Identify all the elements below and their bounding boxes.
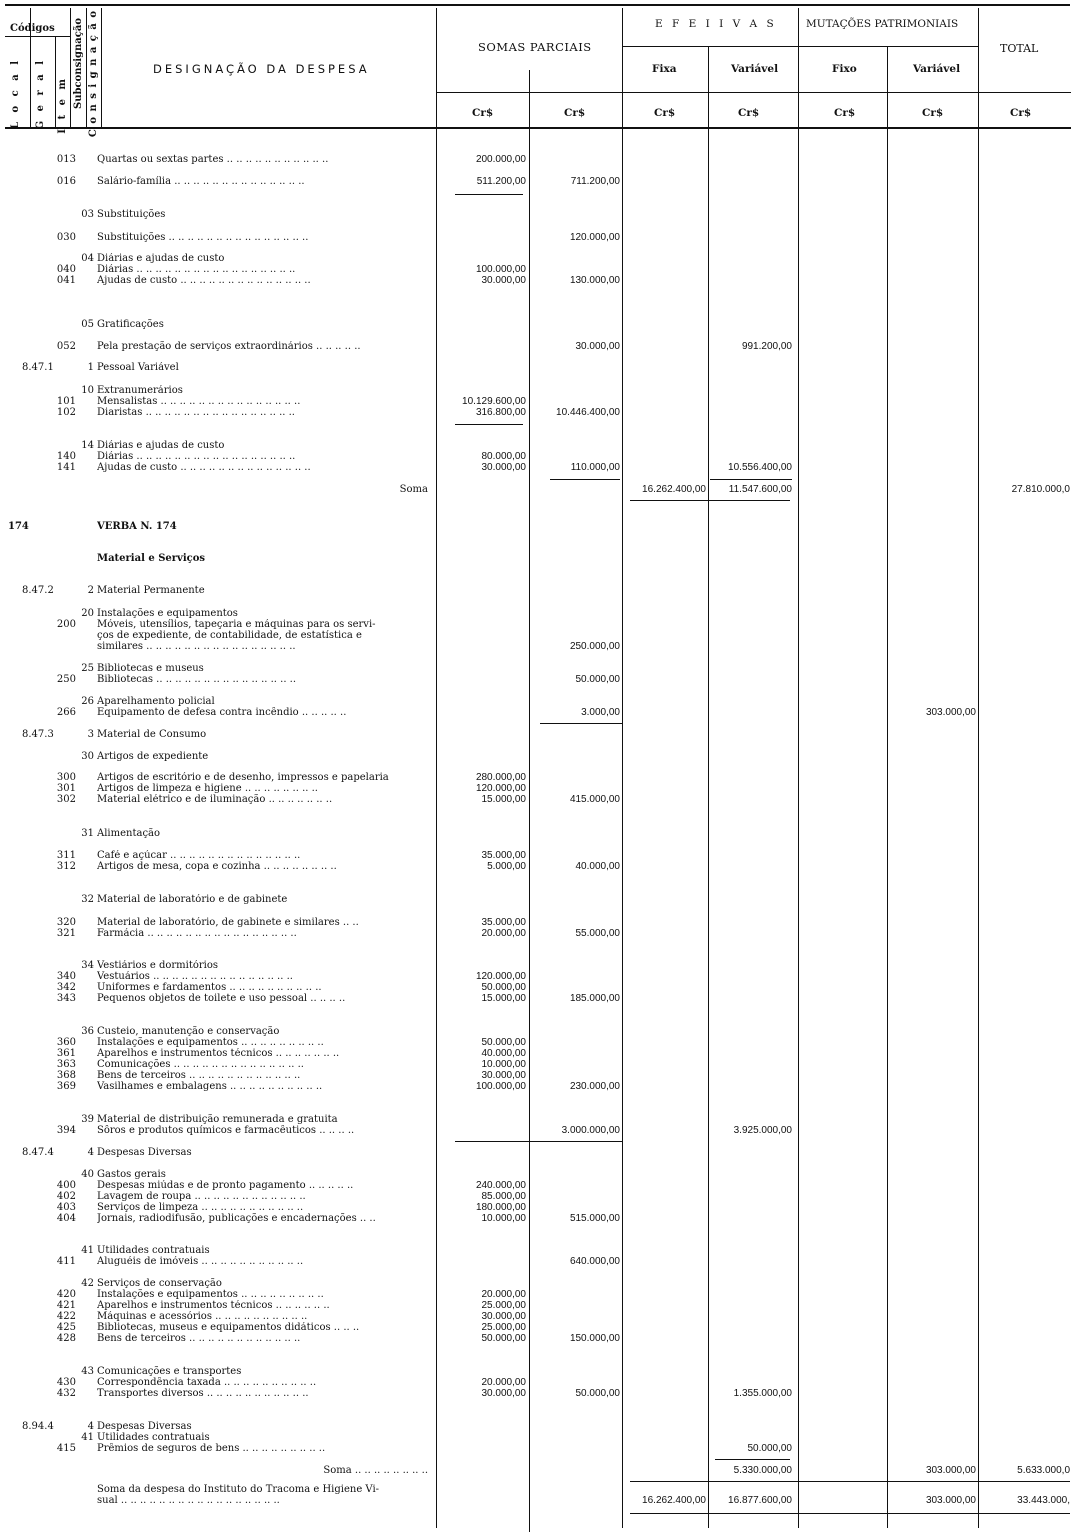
col-line-geral bbox=[55, 36, 56, 127]
local-code: 8.47.4 bbox=[22, 1147, 54, 1158]
item-code: 05 bbox=[81, 319, 94, 330]
expense-description: Artigos de escritório e de desenho, impressos e papelaria bbox=[97, 772, 389, 783]
expense-description: Diárias e ajudas de custo bbox=[97, 253, 225, 264]
expense-description: Utilidades contratuais bbox=[97, 1245, 210, 1256]
amount-s1: 316.800,00 bbox=[475, 407, 526, 418]
amount-tot: 33.443.000, bbox=[1017, 1495, 1070, 1506]
amount-s1: 10.000,00 bbox=[481, 1059, 526, 1070]
amount-s1: 50.000,00 bbox=[481, 1333, 526, 1344]
expense-description: sual .. .. .. .. .. .. .. .. .. .. .. .. .. .. .. .. .. bbox=[97, 1495, 280, 1506]
amount-tot: 27.810.000,0 bbox=[1011, 484, 1070, 495]
expense-description: Transportes diversos .. .. .. .. .. .. .. .. .. .. .. bbox=[97, 1388, 309, 1399]
amount-s1: 30.000,00 bbox=[481, 462, 526, 473]
item-code: 20 bbox=[81, 608, 94, 619]
item-code: 342 bbox=[56, 982, 76, 993]
amount-s1: 200.000,00 bbox=[475, 154, 526, 165]
subtotal-rule bbox=[715, 1459, 790, 1460]
item-code: 321 bbox=[56, 928, 76, 939]
top-rule bbox=[5, 4, 1070, 6]
item-code: 425 bbox=[56, 1322, 76, 1333]
expense-description: Máquinas e acessórios .. .. .. .. .. .. .. .. .. .. bbox=[97, 1311, 308, 1322]
expense-description: Gratificações bbox=[97, 319, 164, 330]
item-code: 3 bbox=[87, 729, 94, 740]
item-code: 2 bbox=[87, 585, 94, 596]
item-code: 422 bbox=[56, 1311, 76, 1322]
amount-s2: 640.000,00 bbox=[569, 1256, 620, 1267]
item-code: 32 bbox=[81, 894, 94, 905]
expense-description: Equipamento de defesa contra incêndio .. .. .. .. .. bbox=[97, 707, 347, 718]
subtotal-rule bbox=[550, 479, 620, 480]
local-code: 8.47.3 bbox=[22, 729, 54, 740]
amount-s2: 55.000,00 bbox=[575, 928, 620, 939]
currency-fixo: Cr$ bbox=[834, 107, 856, 119]
expense-description: Instalações e equipamentos .. .. .. .. .. .. .. .. .. bbox=[97, 1037, 324, 1048]
subtotal-rule bbox=[630, 1513, 1070, 1514]
expense-description: Lavagem de roupa .. .. .. .. .. .. .. .. .. .. .. .. bbox=[97, 1191, 306, 1202]
item-code: 26 bbox=[81, 696, 94, 707]
item-code: 016 bbox=[56, 176, 76, 187]
amount-s1: 35.000,00 bbox=[481, 850, 526, 861]
header-codigos: Códigos bbox=[10, 23, 55, 34]
item-code: 30 bbox=[81, 751, 94, 762]
expense-description: Diárias .. .. .. .. .. .. .. .. .. .. .. .. .. .. .. .. .. bbox=[97, 264, 296, 275]
item-code: 1 bbox=[87, 362, 94, 373]
amount-s2: 10.446.400,00 bbox=[556, 407, 620, 418]
expense-description: Comunicações e transportes bbox=[97, 1366, 242, 1377]
amount-s1: 20.000,00 bbox=[481, 1289, 526, 1300]
header-efetivas: E F E I I V A S bbox=[655, 18, 777, 30]
soma-label: Soma .. .. .. .. .. .. .. .. bbox=[323, 1465, 428, 1476]
col-line-subcons bbox=[86, 8, 87, 127]
item-code: 428 bbox=[56, 1333, 76, 1344]
amount-ev: 5.330.000,00 bbox=[733, 1465, 792, 1476]
header-somas-parciais: SOMAS PARCIAIS bbox=[478, 40, 592, 54]
expense-description: Substituições .. .. .. .. .. .. .. .. .. .. .. .. .. .. .. bbox=[97, 232, 309, 243]
amount-s2: 415.000,00 bbox=[569, 794, 620, 805]
col-line-desc bbox=[101, 8, 102, 127]
amount-s1: 100.000,00 bbox=[475, 1081, 526, 1092]
hdr-line-codigos bbox=[5, 36, 70, 37]
item-code: 030 bbox=[56, 232, 76, 243]
hdr-line-units bbox=[436, 92, 1071, 93]
amount-s1: 30.000,00 bbox=[481, 1388, 526, 1399]
item-code: 300 bbox=[56, 772, 76, 783]
local-code: 8.47.1 bbox=[22, 362, 54, 373]
currency-somas2: Cr$ bbox=[564, 107, 586, 119]
item-code: 4 bbox=[87, 1147, 94, 1158]
amount-s1: 511.200,00 bbox=[476, 176, 526, 187]
item-code: 250 bbox=[56, 674, 76, 685]
header-consignacao: C o n s i g n a ç ã o bbox=[88, 10, 99, 138]
expense-description: Bens de terceiros .. .. .. .. .. .. .. .. .. .. .. .. bbox=[97, 1333, 301, 1344]
amount-s1: 280.000,00 bbox=[475, 772, 526, 783]
expense-description: VERBA N. 174 bbox=[97, 521, 177, 532]
expense-description: Despesas miúdas e de pronto pagamento .. .. .. .. .. bbox=[97, 1180, 354, 1191]
item-code: 421 bbox=[56, 1300, 76, 1311]
item-code: 432 bbox=[56, 1388, 76, 1399]
item-code: 411 bbox=[56, 1256, 76, 1267]
expense-description: Prêmios de seguros de bens .. .. .. .. .. .. .. .. .. bbox=[97, 1443, 326, 1454]
expense-description: Despesas Diversas bbox=[97, 1147, 192, 1158]
verba-code: 174 bbox=[8, 521, 29, 532]
amount-s2: 711.200,00 bbox=[570, 176, 620, 187]
expense-description: Salário-família .. .. .. .. .. .. .. .. .. .. .. .. .. .. bbox=[97, 176, 305, 187]
currency-variavel: Cr$ bbox=[738, 107, 760, 119]
expense-description: Instalações e equipamentos bbox=[97, 608, 238, 619]
subtotal-rule bbox=[455, 194, 523, 195]
expense-description: Extranumerários bbox=[97, 385, 183, 396]
item-code: 301 bbox=[56, 783, 76, 794]
header-fixo: Fixo bbox=[832, 63, 857, 75]
col-line-item bbox=[70, 8, 71, 127]
expense-description: Jornais, radiodifusão, publicações e encadernações .. .. bbox=[97, 1213, 376, 1224]
header-item: I t e m bbox=[57, 76, 68, 134]
expense-description: Utilidades contratuais bbox=[97, 1432, 210, 1443]
amount-s1: 180.000,00 bbox=[475, 1202, 526, 1213]
amount-mv: 303.000,00 bbox=[925, 1495, 976, 1506]
amount-ev: 16.877.600,00 bbox=[728, 1495, 792, 1506]
expense-description: Serviços de conservação bbox=[97, 1278, 222, 1289]
amount-s2: 110.000,00 bbox=[570, 462, 620, 473]
amount-s1: 50.000,00 bbox=[481, 1037, 526, 1048]
amount-s1: 85.000,00 bbox=[481, 1191, 526, 1202]
amount-s2: 130.000,00 bbox=[569, 275, 620, 286]
expense-description: Comunicações .. .. .. .. .. .. .. .. .. .. .. .. .. .. bbox=[97, 1059, 304, 1070]
amount-s1: 20.000,00 bbox=[481, 928, 526, 939]
col-line-variavel2 bbox=[887, 46, 888, 1528]
item-code: 415 bbox=[56, 1443, 76, 1454]
item-code: 43 bbox=[81, 1366, 94, 1377]
item-code: 402 bbox=[56, 1191, 76, 1202]
expense-description: Correspondência taxada .. .. .. .. .. .. .. .. .. .. bbox=[97, 1377, 317, 1388]
expense-description: Quartas ou sextas partes .. .. .. .. .. .. .. .. .. .. .. bbox=[97, 154, 329, 165]
item-code: 266 bbox=[56, 707, 76, 718]
expense-description: Material de distribuição remunerada e gratuita bbox=[97, 1114, 338, 1125]
amount-s1: 10.129.600,00 bbox=[462, 396, 526, 407]
expense-description: Serviços de limpeza .. .. .. .. .. .. .. .. .. .. .. bbox=[97, 1202, 304, 1213]
expense-description: Ajudas de custo .. .. .. .. .. .. .. .. .. .. .. .. .. .. bbox=[97, 275, 311, 286]
item-code: 361 bbox=[56, 1048, 76, 1059]
item-code: 141 bbox=[56, 462, 76, 473]
subtotal-rule bbox=[630, 1481, 1070, 1482]
item-code: 369 bbox=[56, 1081, 76, 1092]
expense-description: Café e açúcar .. .. .. .. .. .. .. .. .. .. .. .. .. .. bbox=[97, 850, 301, 861]
item-code: 25 bbox=[81, 663, 94, 674]
item-code: 39 bbox=[81, 1114, 94, 1125]
amount-ev: 10.556.400,00 bbox=[728, 462, 792, 473]
expense-description: Material e Serviços bbox=[97, 553, 206, 564]
item-code: 041 bbox=[56, 275, 76, 286]
header-designacao: DESIGNAÇÃO DA DESPESA bbox=[153, 62, 370, 76]
expense-description: Material de laboratório, de gabinete e similares .. .. bbox=[97, 917, 359, 928]
expense-description: Material de Consumo bbox=[97, 729, 207, 740]
expense-description: Móveis, utensílios, tapeçaria e máquinas para os servi- bbox=[97, 619, 376, 630]
amount-s2: 40.000,00 bbox=[575, 861, 620, 872]
currency-total: Cr$ bbox=[1010, 107, 1032, 119]
item-code: 403 bbox=[56, 1202, 76, 1213]
amount-s2: 30.000,00 bbox=[575, 341, 620, 352]
amount-ev: 50.000,00 bbox=[747, 1443, 792, 1454]
expense-description: Alimentação bbox=[97, 828, 161, 839]
item-code: 430 bbox=[56, 1377, 76, 1388]
currency-fixa: Cr$ bbox=[654, 107, 676, 119]
item-code: 42 bbox=[81, 1278, 94, 1289]
amount-s1: 120.000,00 bbox=[475, 783, 526, 794]
item-code: 360 bbox=[56, 1037, 76, 1048]
amount-s2: 150.000,00 bbox=[569, 1333, 620, 1344]
item-code: 400 bbox=[56, 1180, 76, 1191]
header-local: L o c a l bbox=[10, 58, 21, 129]
item-code: 101 bbox=[56, 396, 76, 407]
amount-ef: 16.262.400,00 bbox=[642, 1495, 706, 1506]
expense-description: Despesas Diversas bbox=[97, 1421, 192, 1432]
subtotal-rule bbox=[455, 424, 523, 425]
item-code: 10 bbox=[81, 385, 94, 396]
amount-ev: 991.200,00 bbox=[741, 341, 792, 352]
item-code: 03 bbox=[81, 209, 94, 220]
amount-s2: 3.000.000,00 bbox=[561, 1125, 620, 1136]
amount-s1: 240.000,00 bbox=[475, 1180, 526, 1191]
header-mutacoes: MUTAÇÕES PATRIMONIAIS bbox=[806, 18, 959, 30]
col-line-somas1 bbox=[436, 8, 437, 1528]
item-code: 052 bbox=[56, 341, 76, 352]
local-code: 8.47.2 bbox=[22, 585, 54, 596]
amount-ev: 3.925.000,00 bbox=[733, 1125, 792, 1136]
item-code: 368 bbox=[56, 1070, 76, 1081]
hdr-line-efetivas bbox=[622, 46, 978, 47]
subtotal-rule bbox=[540, 723, 622, 724]
expense-description: ços de expediente, de contabilidade, de estatística e bbox=[97, 630, 362, 641]
amount-s1: 30.000,00 bbox=[481, 275, 526, 286]
amount-tot: 5.633.000,0 bbox=[1017, 1465, 1070, 1476]
expense-description: Vestiários e dormitórios bbox=[97, 960, 218, 971]
item-code: 320 bbox=[56, 917, 76, 928]
expense-description: Artigos de expediente bbox=[97, 751, 209, 762]
item-code: 140 bbox=[56, 451, 76, 462]
expense-description: Diárias .. .. .. .. .. .. .. .. .. .. .. .. .. .. .. .. .. bbox=[97, 451, 296, 462]
item-code: 420 bbox=[56, 1289, 76, 1300]
amount-s2: 120.000,00 bbox=[569, 232, 620, 243]
item-code: 311 bbox=[56, 850, 76, 861]
amount-ev: 11.547.600,00 bbox=[728, 484, 792, 495]
expense-description: Mensalistas .. .. .. .. .. .. .. .. .. .. .. .. .. .. .. bbox=[97, 396, 301, 407]
expense-description: Aparelhamento policial bbox=[97, 696, 215, 707]
amount-s1: 15.000,00 bbox=[481, 794, 526, 805]
amount-s1: 30.000,00 bbox=[481, 1070, 526, 1081]
item-code: 013 bbox=[56, 154, 76, 165]
expense-description: Aparelhos e instrumentos técnicos .. .. .. .. .. .. .. bbox=[97, 1048, 340, 1059]
expense-description: Soma da despesa do Instituto do Tracoma e Higiene Vi- bbox=[97, 1484, 380, 1495]
expense-description: Aluguéis de imóveis .. .. .. .. .. .. .. .. .. .. .. bbox=[97, 1256, 304, 1267]
amount-s1: 25.000,00 bbox=[481, 1322, 526, 1333]
amount-s1: 120.000,00 bbox=[475, 971, 526, 982]
header-subconsignacao: Subconsignação bbox=[73, 18, 84, 109]
item-code: 14 bbox=[81, 440, 94, 451]
expense-description: Artigos de limpeza e higiene .. .. .. .. .. .. .. .. bbox=[97, 783, 318, 794]
expense-description: Material elétrico e de iluminação .. .. .. .. .. .. .. bbox=[97, 794, 333, 805]
expense-description: Ajudas de custo .. .. .. .. .. .. .. .. .. .. .. .. .. .. bbox=[97, 462, 311, 473]
expense-description: Artigos de mesa, copa e cozinha .. .. .. .. .. .. .. .. bbox=[97, 861, 337, 872]
amount-s2: 185.000,00 bbox=[569, 993, 620, 1004]
expense-description: Vestuários .. .. .. .. .. .. .. .. .. .. .. .. .. .. .. bbox=[97, 971, 293, 982]
amount-s2: 50.000,00 bbox=[575, 674, 620, 685]
item-code: 340 bbox=[56, 971, 76, 982]
item-code: 302 bbox=[56, 794, 76, 805]
expense-description: Pessoal Variável bbox=[97, 362, 179, 373]
amount-ef: 16.262.400,00 bbox=[642, 484, 706, 495]
col-line-fixo bbox=[798, 8, 799, 1528]
amount-s2: 515.000,00 bbox=[569, 1213, 620, 1224]
amount-s1: 35.000,00 bbox=[481, 917, 526, 928]
item-code: 200 bbox=[56, 619, 76, 630]
amount-s2: 230.000,00 bbox=[569, 1081, 620, 1092]
amount-s2: 50.000,00 bbox=[575, 1388, 620, 1399]
item-code: 394 bbox=[56, 1125, 76, 1136]
amount-s1: 80.000,00 bbox=[481, 451, 526, 462]
col-line-fixa bbox=[622, 8, 623, 1528]
amount-s2: 3.000,00 bbox=[581, 707, 620, 718]
item-code: 04 bbox=[81, 253, 94, 264]
expense-description: Gastos gerais bbox=[97, 1169, 166, 1180]
item-code: 363 bbox=[56, 1059, 76, 1070]
amount-mv: 303.000,00 bbox=[925, 707, 976, 718]
expense-description: Bibliotecas e museus bbox=[97, 663, 204, 674]
item-code: 040 bbox=[56, 264, 76, 275]
amount-s1: 100.000,00 bbox=[475, 264, 526, 275]
header-variavel2: Variável bbox=[913, 63, 961, 75]
soma-label: Soma bbox=[399, 484, 428, 495]
subtotal-rule bbox=[630, 500, 790, 501]
item-code: 102 bbox=[56, 407, 76, 418]
amount-s1: 15.000,00 bbox=[481, 993, 526, 1004]
item-code: 312 bbox=[56, 861, 76, 872]
expense-description: Instalações e equipamentos .. .. .. .. .. .. .. .. .. bbox=[97, 1289, 324, 1300]
col-line-variavel bbox=[708, 46, 709, 1528]
item-code: 41 bbox=[81, 1432, 94, 1443]
expense-description: similares .. .. .. .. .. .. .. .. .. .. .. .. .. .. .. .. bbox=[97, 641, 296, 652]
header-variavel: Variável bbox=[731, 63, 779, 75]
expense-description: Vasilhames e embalagens .. .. .. .. .. .. .. .. .. .. bbox=[97, 1081, 323, 1092]
expense-description: Diárias e ajudas de custo bbox=[97, 440, 225, 451]
expense-description: Material de laboratório e de gabinete bbox=[97, 894, 288, 905]
item-code: 343 bbox=[56, 993, 76, 1004]
amount-s1: 30.000,00 bbox=[481, 1311, 526, 1322]
expense-description: Bibliotecas, museus e equipamentos didáticos .. .. .. bbox=[97, 1322, 360, 1333]
expense-description: Bibliotecas .. .. .. .. .. .. .. .. .. .. .. .. .. .. .. bbox=[97, 674, 297, 685]
local-code: 8.94.4 bbox=[22, 1421, 54, 1432]
expense-description: Custeio, manutenção e conservação bbox=[97, 1026, 280, 1037]
item-code: 40 bbox=[81, 1169, 94, 1180]
currency-variavel2: Cr$ bbox=[922, 107, 944, 119]
subtotal-rule bbox=[710, 479, 792, 480]
expense-description: Aparelhos e instrumentos técnicos .. .. .. .. .. .. bbox=[97, 1300, 330, 1311]
expense-description: Material Permanente bbox=[97, 585, 205, 596]
item-code: 31 bbox=[81, 828, 94, 839]
expense-description: Pequenos objetos de toilete e uso pessoal .. .. .. .. bbox=[97, 993, 346, 1004]
subtotal-rule bbox=[455, 1141, 623, 1142]
amount-ev: 1.355.000,00 bbox=[733, 1388, 792, 1399]
hdr-line-bottom bbox=[5, 127, 1071, 129]
currency-somas1: Cr$ bbox=[472, 107, 494, 119]
amount-s1: 20.000,00 bbox=[481, 1377, 526, 1388]
header-total: TOTAL bbox=[1000, 42, 1039, 55]
amount-mv: 303.000,00 bbox=[925, 1465, 976, 1476]
amount-s1: 50.000,00 bbox=[481, 982, 526, 993]
col-line-total bbox=[978, 8, 979, 1528]
amount-s1: 10.000,00 bbox=[481, 1213, 526, 1224]
header-geral: G e r a l bbox=[35, 58, 46, 130]
expense-description: Substituições bbox=[97, 209, 166, 220]
amount-s1: 40.000,00 bbox=[481, 1048, 526, 1059]
amount-s1: 5.000,00 bbox=[487, 861, 526, 872]
amount-s2: 250.000,00 bbox=[569, 641, 620, 652]
col-line-somas2 bbox=[529, 70, 530, 1532]
item-code: 36 bbox=[81, 1026, 94, 1037]
expense-description: Bens de terceiros .. .. .. .. .. .. .. .. .. .. .. .. bbox=[97, 1070, 301, 1081]
expense-description: Sôros e produtos químicos e farmacêuticos .. .. .. .. bbox=[97, 1125, 355, 1136]
item-code: 404 bbox=[56, 1213, 76, 1224]
amount-s1: 25.000,00 bbox=[481, 1300, 526, 1311]
header-fixa: Fixa bbox=[652, 63, 677, 75]
expense-description: Diaristas .. .. .. .. .. .. .. .. .. .. .. .. .. .. .. .. bbox=[97, 407, 295, 418]
expense-description: Pela prestação de serviços extraordinários .. .. .. .. .. bbox=[97, 341, 361, 352]
item-code: 34 bbox=[81, 960, 94, 971]
expense-description: Uniformes e fardamentos .. .. .. .. .. .. .. .. .. .. bbox=[97, 982, 322, 993]
item-code: 41 bbox=[81, 1245, 94, 1256]
item-code: 4 bbox=[87, 1421, 94, 1432]
expense-description: Farmácia .. .. .. .. .. .. .. .. .. .. .. .. .. .. .. .. bbox=[97, 928, 297, 939]
